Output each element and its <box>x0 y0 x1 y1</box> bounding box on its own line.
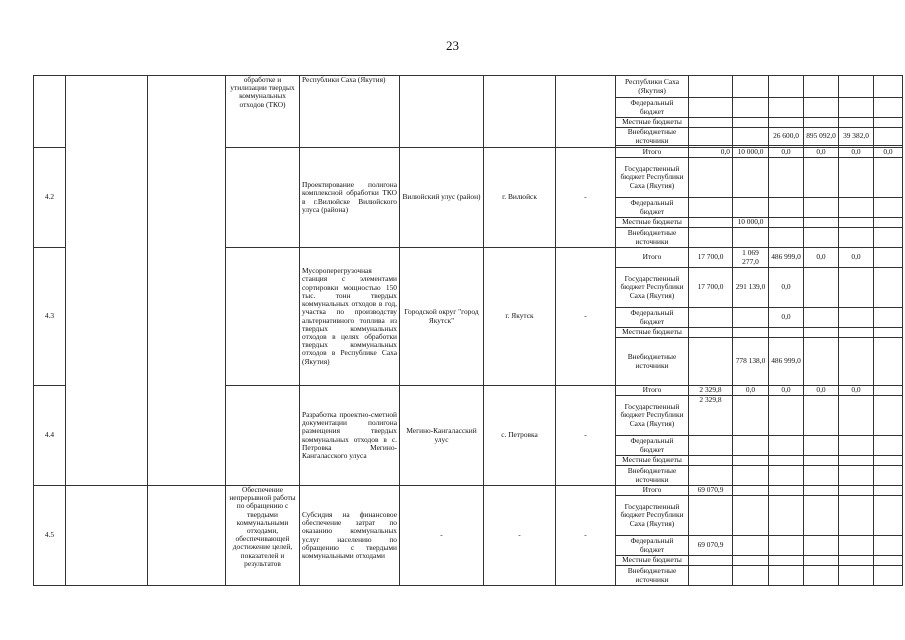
fin-year-cell <box>733 536 769 556</box>
fin-year-cell <box>769 98 804 118</box>
fin-year-cell <box>874 248 903 268</box>
settlement-cell: г. Вилюйск <box>484 148 556 248</box>
extra-cell: - <box>556 386 616 486</box>
fin-year-cell <box>874 328 903 338</box>
fin-total-cell <box>689 218 733 228</box>
fin-year-cell <box>874 228 903 248</box>
fin-year-cell: 486 999,0 <box>769 338 804 386</box>
fin-year-cell <box>874 466 903 486</box>
fin-year-cell <box>804 218 839 228</box>
fin-total-cell <box>689 436 733 456</box>
event-cell <box>226 148 300 248</box>
fin-year-cell: 0,0 <box>839 386 874 396</box>
fin-year-cell <box>769 466 804 486</box>
fin-year-cell <box>874 486 903 496</box>
object-cell: Мусороперегрузочная станция с элементами сортировки мощностью 150 тыс. тонн твердых коммунальных отходов в год, участка по производству альтернативного топлива из твердых коммунальных отходов в целях обработки твердых коммунальных отходов в Республике Саха (Якутия) <box>300 248 400 386</box>
settlement-cell: - <box>484 486 556 586</box>
fin-source-cell: Федеральный бюджет <box>616 98 689 118</box>
fin-year-cell <box>839 396 874 436</box>
fin-year-cell <box>804 396 839 436</box>
fin-year-cell: 291 139,0 <box>733 268 769 308</box>
fin-year-cell <box>839 436 874 456</box>
fin-year-cell <box>874 128 903 146</box>
municipality-cell <box>400 76 484 148</box>
fin-year-cell <box>874 496 903 536</box>
fin-year-cell: 0,0 <box>874 148 903 158</box>
fin-year-cell <box>839 456 874 466</box>
fin-source-cell: Итого <box>616 486 689 496</box>
settlement-cell <box>484 76 556 148</box>
fin-year-cell <box>769 218 804 228</box>
fin-year-cell <box>804 308 839 328</box>
fin-year-cell <box>874 308 903 328</box>
merged-empty-cell <box>66 486 148 586</box>
fin-year-cell <box>839 218 874 228</box>
fin-year-cell: 0,0 <box>769 148 804 158</box>
fin-year-cell <box>804 486 839 496</box>
fin-total-cell <box>689 466 733 486</box>
fin-year-cell <box>733 328 769 338</box>
fin-source-cell: Государственный бюджет Республики Саха (Якутия) <box>616 496 689 536</box>
fin-year-cell <box>804 466 839 486</box>
fin-year-cell <box>769 566 804 586</box>
fin-year-cell <box>769 396 804 436</box>
fin-source-cell: Внебюджетные источники <box>616 338 689 386</box>
fin-source-cell: Государственный бюджет Республики Саха (Якутия) <box>616 158 689 198</box>
row-number-cell: 4.3 <box>34 248 66 386</box>
fin-year-cell: 486 999,0 <box>769 248 804 268</box>
fin-total-cell: 17 700,0 <box>689 268 733 308</box>
fin-source-cell: Итого <box>616 148 689 158</box>
fin-total-cell: 69 070,9 <box>689 486 733 496</box>
fin-year-cell <box>733 98 769 118</box>
merged-empty-cell <box>66 76 148 486</box>
fin-source-cell: Местные бюджеты <box>616 118 689 128</box>
fin-total-cell <box>689 118 733 128</box>
fin-year-cell <box>839 98 874 118</box>
event-cell: обработке и утилизации твердых коммунальных отходов (ТКО) <box>226 76 300 148</box>
extra-cell: - <box>556 486 616 586</box>
fin-year-cell <box>733 436 769 456</box>
fin-year-cell <box>874 386 903 396</box>
fin-total-cell: 69 070,9 <box>689 536 733 556</box>
fin-year-cell <box>804 338 839 386</box>
fin-total-cell: 2 329,8 <box>689 386 733 396</box>
event-cell: Обеспечение непрерывной работы по обращению с твердыми коммунальными отходами, обеспечивающей достижение целей, показателей и результатов <box>226 486 300 586</box>
fin-source-cell: Местные бюджеты <box>616 218 689 228</box>
fin-source-cell: Внебюджетные источники <box>616 128 689 146</box>
fin-year-cell <box>839 118 874 128</box>
fin-year-cell <box>874 98 903 118</box>
fin-total-cell <box>689 338 733 386</box>
object-cell: Субсидия на финансовое обеспечение затрат по оказанию коммунальных услуг населению по обращению с твердыми коммунальными отходами <box>300 486 400 586</box>
row-number-cell: 4.2 <box>34 148 66 248</box>
fin-year-cell <box>874 436 903 456</box>
fin-year-cell <box>769 436 804 456</box>
fin-year-cell <box>769 76 804 98</box>
fin-total-cell: 2 329,8 <box>689 396 733 436</box>
fin-year-cell <box>839 268 874 308</box>
fin-year-cell <box>874 158 903 198</box>
fin-year-cell <box>804 268 839 308</box>
table-row <box>34 486 903 496</box>
fin-source-cell: Внебюджетные источники <box>616 566 689 586</box>
row-number-cell: 4.5 <box>34 486 66 586</box>
fin-year-cell <box>769 456 804 466</box>
fin-year-cell <box>769 158 804 198</box>
fin-year-cell <box>839 328 874 338</box>
fin-year-cell <box>733 158 769 198</box>
municipality-cell: Городской округ "город Якутск" <box>400 248 484 386</box>
fin-year-cell: 26 600,0 <box>769 128 804 146</box>
extra-cell: - <box>556 248 616 386</box>
municipality-cell: Мегино-Кангаласский улус <box>400 386 484 486</box>
fin-year-cell <box>874 198 903 218</box>
fin-total-cell <box>689 76 733 98</box>
merged-empty-cell <box>148 76 226 486</box>
fin-year-cell <box>733 486 769 496</box>
fin-year-cell <box>874 566 903 586</box>
fin-year-cell: 0,0 <box>769 308 804 328</box>
fin-year-cell <box>733 128 769 146</box>
fin-year-cell <box>804 436 839 456</box>
fin-year-cell: 0,0 <box>804 386 839 396</box>
fin-year-cell: 10 000,0 <box>733 148 769 158</box>
fin-source-cell: Федеральный бюджет <box>616 436 689 456</box>
fin-year-cell <box>839 198 874 218</box>
fin-year-cell <box>804 198 839 218</box>
fin-year-cell <box>874 118 903 128</box>
fin-source-cell: Федеральный бюджет <box>616 536 689 556</box>
fin-year-cell <box>733 198 769 218</box>
event-cell <box>226 386 300 486</box>
object-cell: Разработка проектно-сметной документации полигона размещения твердых коммунальных отходов в с. Петровка Мегино-Кангаласского улуса <box>300 386 400 486</box>
fin-total-cell <box>689 496 733 536</box>
fin-year-cell: 778 138,0 <box>733 338 769 386</box>
fin-year-cell <box>839 466 874 486</box>
object-cell: Республики Саха (Якутия) <box>300 76 400 148</box>
fin-year-cell <box>733 308 769 328</box>
object-cell: Проектирование полигона комплексной обработки ТКО в г.Вилюйске Вилюйского улуса (района) <box>300 148 400 248</box>
fin-year-cell <box>733 228 769 248</box>
fin-source-cell: Государственный бюджет Республики Саха (Якутия) <box>616 396 689 436</box>
merged-empty-cell <box>148 486 226 586</box>
fin-year-cell <box>804 118 839 128</box>
fin-total-cell: 17 700,0 <box>689 248 733 268</box>
extra-cell <box>556 76 616 148</box>
fin-source-cell: Местные бюджеты <box>616 328 689 338</box>
fin-year-cell: 0,0 <box>839 148 874 158</box>
settlement-cell: г. Якутск <box>484 248 556 386</box>
fin-year-cell <box>874 456 903 466</box>
row-number-cell: 4.4 <box>34 386 66 486</box>
fin-year-cell: 0,0 <box>804 248 839 268</box>
fin-source-cell: Внебюджетные источники <box>616 466 689 486</box>
fin-source-cell: Местные бюджеты <box>616 456 689 466</box>
fin-total-cell <box>689 98 733 118</box>
fin-source-cell: Итого <box>616 386 689 396</box>
municipality-cell: Вилюйский улус (район) <box>400 148 484 248</box>
fin-year-cell: 0,0 <box>839 248 874 268</box>
fin-year-cell <box>769 486 804 496</box>
fin-year-cell <box>804 496 839 536</box>
fin-year-cell: 0,0 <box>733 386 769 396</box>
municipality-cell: - <box>400 486 484 586</box>
fin-source-cell: Местные бюджеты <box>616 556 689 566</box>
fin-source-cell: Федеральный бюджет <box>616 308 689 328</box>
fin-year-cell <box>839 76 874 98</box>
fin-total-cell <box>689 556 733 566</box>
fin-year-cell <box>874 338 903 386</box>
fin-year-cell <box>804 536 839 556</box>
fin-total-cell: 0,0 <box>689 148 733 158</box>
fin-total-cell <box>689 566 733 586</box>
event-cell <box>226 248 300 386</box>
fin-year-cell <box>733 456 769 466</box>
fin-year-cell <box>804 76 839 98</box>
fin-year-cell <box>874 218 903 228</box>
fin-year-cell <box>839 486 874 496</box>
fin-year-cell <box>733 556 769 566</box>
fin-year-cell <box>733 118 769 128</box>
fin-year-cell <box>839 566 874 586</box>
fin-year-cell <box>733 466 769 486</box>
page-number: 23 <box>446 38 459 53</box>
fin-year-cell <box>733 76 769 98</box>
fin-year-cell <box>839 308 874 328</box>
fin-year-cell <box>733 496 769 536</box>
fin-total-cell <box>689 228 733 248</box>
fin-year-cell <box>769 228 804 248</box>
fin-year-cell: 0,0 <box>769 386 804 396</box>
row-number-cell <box>34 76 66 148</box>
fin-total-cell <box>689 128 733 146</box>
fin-year-cell <box>769 536 804 556</box>
fin-year-cell: 39 382,0 <box>839 128 874 146</box>
fin-total-cell <box>689 198 733 218</box>
fin-year-cell <box>804 98 839 118</box>
fin-year-cell <box>804 228 839 248</box>
fin-year-cell <box>874 268 903 308</box>
settlement-cell: с. Петровка <box>484 386 556 486</box>
fin-year-cell <box>769 198 804 218</box>
fin-year-cell <box>769 496 804 536</box>
fin-year-cell <box>839 536 874 556</box>
fin-year-cell <box>839 158 874 198</box>
fin-year-cell <box>874 536 903 556</box>
fin-year-cell <box>874 396 903 436</box>
fin-year-cell <box>839 338 874 386</box>
fin-source-cell: Итого <box>616 248 689 268</box>
program-activities-table <box>33 75 903 586</box>
fin-source-cell: Государственный бюджет Республики Саха (Якутия) <box>616 268 689 308</box>
fin-source-cell: Федеральный бюджет <box>616 198 689 218</box>
fin-year-cell <box>733 396 769 436</box>
fin-year-cell <box>804 566 839 586</box>
fin-year-cell <box>804 556 839 566</box>
fin-source-cell: Республики Саха (Якутия) <box>616 76 689 98</box>
fin-year-cell <box>839 228 874 248</box>
fin-year-cell: 0,0 <box>804 148 839 158</box>
extra-cell: - <box>556 148 616 248</box>
fin-year-cell: 0,0 <box>769 268 804 308</box>
fin-year-cell <box>769 556 804 566</box>
fin-total-cell <box>689 328 733 338</box>
fin-year-cell: 1 069 277,0 <box>733 248 769 268</box>
fin-year-cell <box>804 158 839 198</box>
fin-year-cell <box>804 456 839 466</box>
table-row <box>34 76 903 98</box>
fin-year-cell <box>874 76 903 98</box>
fin-year-cell: 895 092,0 <box>804 128 839 146</box>
fin-total-cell <box>689 308 733 328</box>
fin-year-cell <box>874 556 903 566</box>
fin-total-cell <box>689 158 733 198</box>
fin-source-cell: Внебюджетные источники <box>616 228 689 248</box>
fin-year-cell <box>839 556 874 566</box>
fin-year-cell: 10 000,0 <box>733 218 769 228</box>
fin-year-cell <box>839 496 874 536</box>
fin-year-cell <box>769 328 804 338</box>
fin-total-cell <box>689 456 733 466</box>
fin-year-cell <box>769 118 804 128</box>
fin-year-cell <box>804 328 839 338</box>
fin-year-cell <box>733 566 769 586</box>
